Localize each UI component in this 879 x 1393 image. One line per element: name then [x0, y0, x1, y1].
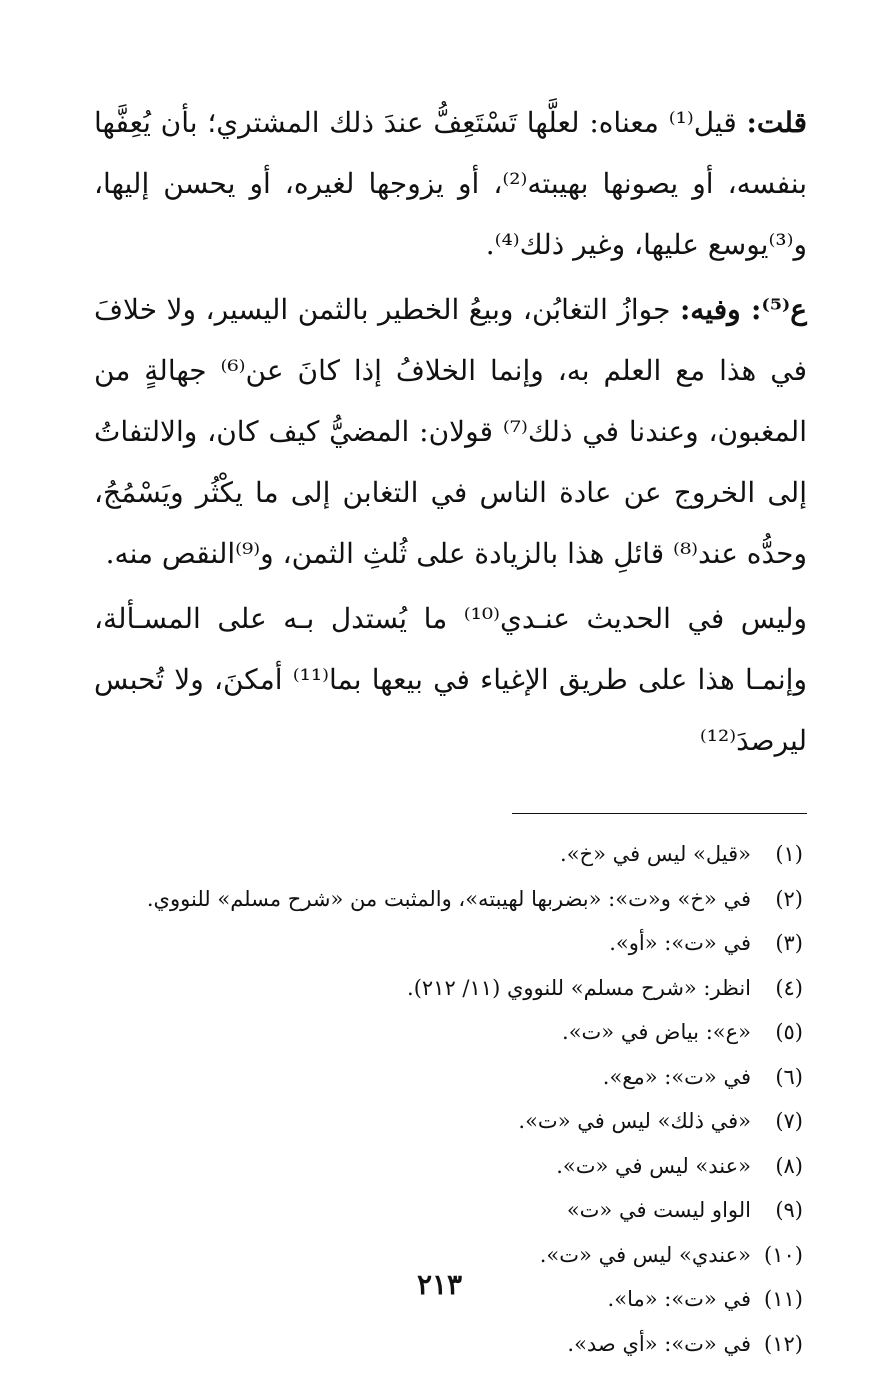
footnote-number: (٩): [775, 1198, 803, 1222]
footnote: [94, 1099, 807, 1144]
footnote-text: في «ت»: «أي صد».: [567, 1331, 751, 1356]
footnote-text: «عندي» ليس في «ت».: [539, 1242, 751, 1267]
footnote-text: «في ذلك» ليس في «ت».: [518, 1109, 751, 1133]
footnote: [94, 877, 807, 922]
footnote-number: (٧): [775, 1109, 803, 1133]
footnote-number: (٣): [775, 931, 803, 955]
footnote: [94, 1010, 807, 1055]
footnote-number: (١): [775, 842, 803, 866]
footnote-text: انظر: «شرح مسلم» للنووي (١١/ ٢١٢).: [407, 975, 751, 1000]
footnote-number: (٥): [775, 1020, 803, 1044]
footnote-text: «عند» ليس في «ت».: [556, 1153, 751, 1178]
footnote-number: (٢): [775, 886, 803, 911]
paragraph-text: قيل⁽¹⁾ معناه: لعلَّها تَسْتَعِفُّ عندَ ذلك المشتري؛ بأن يُعِفَّها بنفسه، أو يصونها بهيبته⁽²⁾، أو يزوجها لغيره، أو يحسن إليها، و⁽³⁾يوسع عليها، وغير ذلك⁽⁴⁾.: [94, 106, 808, 261]
paragraph-text: وليس في الحديث عنـدي⁽¹⁰⁾ ما يُستدل بـه على المسـألة، وإنمـا هذا على طريق الإغياء في بيعها بما⁽¹¹⁾ أمكنَ، ولا تُحبس ليرصدَ⁽¹²⁾: [94, 602, 807, 757]
footnote-separator: [512, 813, 807, 814]
footnote-number: (١٠): [764, 1242, 803, 1267]
paragraph-lead: ع⁽⁵⁾: وفيه:: [679, 293, 807, 326]
footnote-text: في «ت»: «مع».: [602, 1064, 751, 1089]
footnote-number: (٤): [775, 975, 803, 1000]
footnote-text: في «ت»: «ما».: [607, 1287, 751, 1311]
paragraph-text: جوازُ التغابُن، وبيعُ الخطير بالثمن اليسير، ولا خلافَ في هذا مع العلم به، وإنما الخلافُ إذا كانَ عن⁽⁶⁾ جهالةٍ من المغبون، وعندنا في ذلك⁽⁷⁾ قولان: المضيُّ كيف كان، والالتفاتُ إلى الخروج عن عادة الناس في التغابن إلى ما يكْثُر ويَسْمُجُ، وحدُّه عند⁽⁸⁾ قائلِ هذا بالزيادة على ثُلثِ الثمن، و⁽⁹⁾النقص منه.: [94, 293, 808, 570]
footnote-text: في «ت»: «أو».: [609, 931, 751, 955]
footnote: [94, 1322, 807, 1367]
footnote-number: (٦): [775, 1064, 803, 1089]
footnote: [94, 832, 807, 877]
footnote: [94, 966, 807, 1011]
footnote: [94, 1055, 807, 1100]
footnote-text: «ع»: بياض في «ت».: [562, 1020, 751, 1044]
main-text: [94, 92, 807, 771]
paragraph-1: [94, 92, 807, 275]
footnote-text: الواو ليست في «ت»: [566, 1198, 751, 1222]
footnote: [94, 921, 807, 966]
footnote-text: «قيل» ليس في «خ».: [560, 842, 751, 866]
footnote-number: (٨): [775, 1153, 803, 1178]
paragraph-lead: قلت:: [746, 106, 807, 139]
footnote-number: (١٢): [764, 1331, 803, 1356]
footnote-text: في «خ» و«ت»: «بضربها لهيبته»، والمثبت من «شرح مسلم» للنووي.: [146, 886, 751, 911]
footnote-number: (١١): [764, 1287, 803, 1311]
footnote: [94, 1188, 807, 1233]
paragraph-2: [94, 279, 807, 584]
paragraph-3: [94, 588, 807, 771]
page-number: ٢١٣: [416, 1268, 463, 1301]
footnote: [94, 1144, 807, 1189]
